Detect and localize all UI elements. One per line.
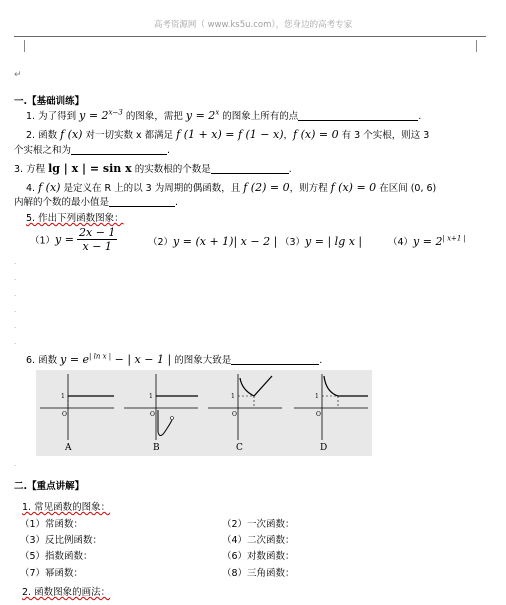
question-4 <box>26 180 436 194</box>
q4-math-b: f (2) = 0 <box>243 181 290 194</box>
right-item-1: （2）一次函数： <box>222 519 295 530</box>
graph-c-label: C <box>236 443 243 453</box>
margin-corner-right <box>476 40 487 52</box>
blank-line-mark: . <box>14 274 17 282</box>
q3-answer-blank[interactable] <box>211 163 289 174</box>
left-item-2: （3）反比例函数： <box>20 535 103 546</box>
question-5 <box>26 210 124 224</box>
q4-math-a: f (x) <box>38 181 61 194</box>
sub-2-text: 2. 函数图象的画法： <box>22 587 111 598</box>
q1-text-b: 的图象，需把 <box>122 111 186 122</box>
graph-b-label: B <box>153 443 160 453</box>
graph-b[interactable] <box>124 374 198 440</box>
key-points-sub-2 <box>22 584 110 598</box>
q5-item-1 <box>30 226 117 253</box>
q5-text: 5. 作出下列函数图象： <box>26 213 124 224</box>
q3-math-a: lg | x | = sin x <box>48 162 132 175</box>
q5-item-1-lhs: y = <box>55 233 74 246</box>
q6-text-a: 6. 函数 <box>26 355 61 366</box>
q5-item-1-label: （1） <box>30 235 56 247</box>
q5-item-2-expr: y = (x + 1)| x − 2 | <box>173 235 278 248</box>
q5-item-3-label: （3） <box>280 237 306 248</box>
q5-item-1-fraction: $\frac{2x - 1}{x - 1}$ <box>79 226 116 253</box>
q1-text-c: 的图象上所有的点 <box>219 111 299 122</box>
q5-item-3 <box>280 234 362 248</box>
question-6 <box>26 352 322 366</box>
q3-text-a: 3. 方程 <box>14 164 49 175</box>
svg-text:O: O <box>316 411 321 418</box>
right-item-2: （4）二次函数： <box>222 535 295 546</box>
q2-text-a: 2. 函数 <box>26 130 61 141</box>
q4-text-d: 在区间 (0, 6) <box>376 183 437 194</box>
graph-c[interactable] <box>208 374 282 440</box>
q4-answer-blank[interactable] <box>109 196 175 207</box>
page-header: 高考资源网（ www.ks5u.com），您身边的高考专家 <box>153 20 353 30</box>
q2-math-a: f (x) <box>60 128 83 141</box>
left-item-3: （5）指数函数： <box>20 551 93 562</box>
graph-a[interactable] <box>40 374 114 440</box>
q4-text-a: 4. <box>26 183 39 194</box>
q5-item-4 <box>388 234 466 248</box>
blank-line-mark: . <box>14 338 17 346</box>
section-title-basic-training: 一.【基础训练】 <box>14 96 85 107</box>
q4-end: . <box>175 197 179 208</box>
graph-d[interactable] <box>294 374 368 440</box>
q6-option-graphs <box>36 370 372 456</box>
svg-text:1: 1 <box>149 393 153 400</box>
q4-text-c: ，则方程 <box>289 183 331 194</box>
q5-item-4-expr: $y = 2^{| x+1 |}$ <box>413 234 466 248</box>
q5-item-3-expr: y = | lg x | <box>305 235 363 248</box>
q6-math: $y = e^{| ln x |}$ − | x − 1 | <box>60 352 172 366</box>
key-points-sub-1 <box>22 499 110 513</box>
q2-text-d: 有 3 个实根，则这 3 <box>338 130 430 141</box>
question-3 <box>14 161 292 175</box>
svg-text:O: O <box>62 411 67 418</box>
graph-a-label: A <box>65 443 72 453</box>
blank-line-mark: . <box>14 322 17 330</box>
question-2-cont <box>14 142 170 156</box>
q1-end: . <box>418 111 422 122</box>
q2-text-e: 个实根之和为 <box>14 145 72 156</box>
svg-text:1: 1 <box>61 393 65 400</box>
question-1 <box>26 108 421 122</box>
question-4-cont <box>14 194 178 208</box>
section-title-key-points: 二.【重点讲解】 <box>14 481 85 492</box>
left-item-1: （1）常函数： <box>20 519 84 530</box>
q2-text-b: 对一切实数 x 都满足 <box>82 130 177 141</box>
q2-end: . <box>167 145 171 156</box>
q2-math-b: f (1 + x) = f (1 − x) <box>176 128 284 141</box>
q6-end: . <box>319 355 323 366</box>
sub-1-text: 1. 常见函数的图象： <box>22 502 111 513</box>
q2-math-c: f (x) = 0 <box>293 128 339 141</box>
q1-math-a: $y = 2^{x-3}$ <box>79 108 123 122</box>
q3-end: . <box>288 164 292 175</box>
q2-text-c: ， <box>283 130 294 141</box>
right-item-4: （8）三角函数： <box>222 568 295 579</box>
q1-answer-blank[interactable] <box>298 110 418 121</box>
q6-text-b: 的图象大致是 <box>171 355 232 366</box>
q3-text-b: 的实数根的个数是 <box>131 164 211 175</box>
svg-text:1: 1 <box>315 393 319 400</box>
blank-line-mark: . <box>14 258 17 266</box>
q2-answer-blank[interactable] <box>71 144 167 155</box>
q4-text-b: 是定义在 R 上的以 3 为周期的偶函数，且 <box>60 183 244 194</box>
q5-item-4-label: （4） <box>388 237 414 248</box>
graph-d-label: D <box>320 443 328 453</box>
q6-answer-blank[interactable] <box>231 354 319 365</box>
blank-line-mark: . <box>14 460 17 468</box>
q4-math-c: f (x) = 0 <box>330 181 377 194</box>
q1-text-a: 1. 为了得到 <box>26 111 80 122</box>
q5-item-2 <box>148 234 277 248</box>
question-2 <box>26 127 429 141</box>
paragraph-mark: ↵ <box>14 70 22 80</box>
svg-text:1: 1 <box>231 393 235 400</box>
blank-line-mark: . <box>14 290 17 298</box>
left-item-4: （7）幂函数： <box>20 568 84 579</box>
margin-corner-left <box>14 40 25 52</box>
q1-math-b: $y = 2^x$ <box>185 108 220 122</box>
blank-line-mark: . <box>14 306 17 314</box>
right-item-3: （6）对数函数： <box>222 551 295 562</box>
svg-text:O: O <box>232 411 237 418</box>
q5-item-2-label: （2） <box>148 237 174 248</box>
header-rule <box>14 36 486 37</box>
q4-text-e: 内解的个数的最小值是 <box>14 197 110 208</box>
svg-text:O: O <box>150 411 155 418</box>
